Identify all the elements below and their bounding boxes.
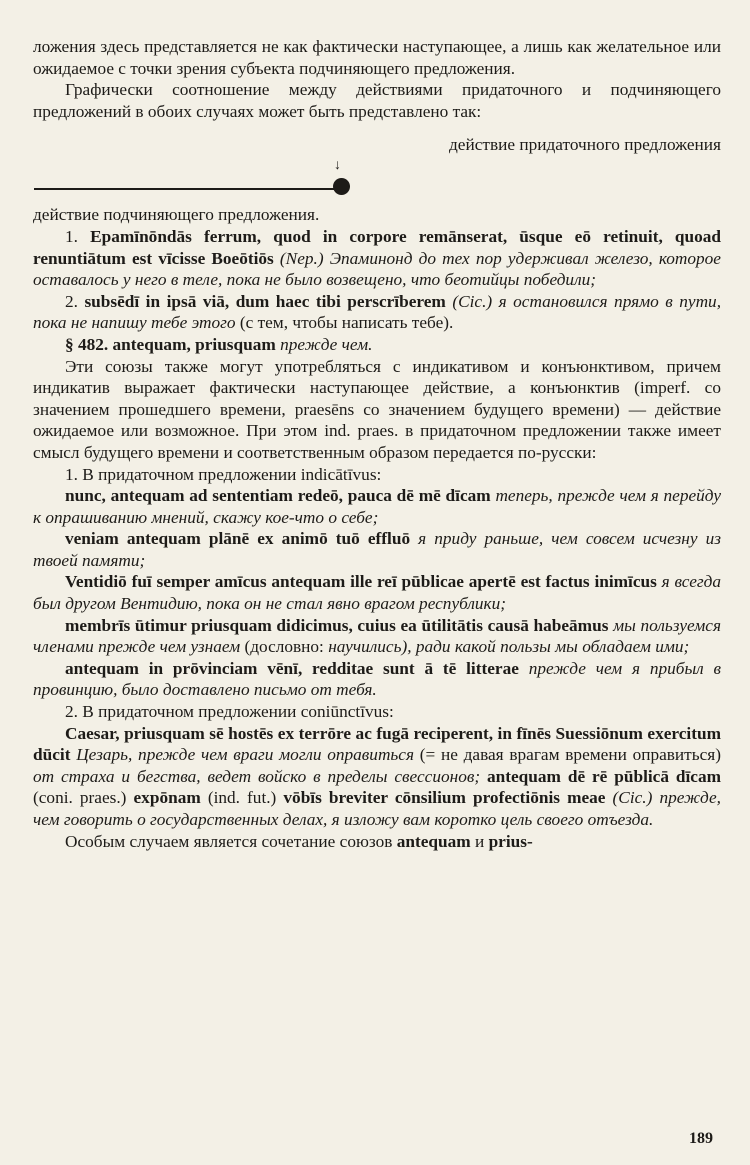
main-action-line	[34, 188, 344, 190]
latin-text: antequam in prōvinciam vēnī, redditae sunt ā tē litterae	[65, 658, 519, 678]
ind-example-5	[33, 658, 721, 701]
grammar-note-2: (ind. fut.)	[207, 788, 277, 808]
final-paragraph	[33, 831, 721, 853]
latin-text: Caesar, priusquam sē hostēs ex terrōre ac fugā reciperent, in fīnēs Suessiōnum exercitum dūcit	[33, 723, 721, 765]
conjunction-2: prius-	[488, 831, 533, 851]
ind-example-2	[33, 528, 721, 571]
ind-example-3	[33, 571, 721, 614]
latin-text: Ventidiō fuī semper amīcus antequam ille reī pūblicae apertē est factus inimīcus	[65, 572, 657, 592]
event-point-dot	[333, 178, 350, 195]
latin-text: veniam antequam plānē ex animō tuō effluō	[65, 529, 411, 549]
down-arrow-icon: ↓	[334, 158, 341, 174]
translation-final: прежде, чем говорить о государственных делах, я изложу вам коротко цель своего отъезда.	[33, 788, 721, 829]
section-conjunctions: antequam, priusquam	[112, 334, 276, 354]
ind-example-4	[33, 615, 721, 658]
conjunction-1: antequam	[396, 831, 471, 851]
intro-paragraph-1: ложения здесь представляется не как фактически наступающее, а лишь как желательное или ожидаемое с точки зрения субъекта подчиняющего предложения.	[33, 37, 721, 78]
latin-text: nunc, antequam ad sententiam redeō, pauca dē mē dīcam	[65, 486, 491, 506]
latin-text-4: vōbīs breviter cōnsilium profectiōnis meae	[283, 788, 606, 808]
source-ref: (Cic.)	[612, 788, 653, 808]
example-2	[33, 291, 721, 334]
latin-text: Epamīnōndās ferrum, quod in corpore remānserat, ūsque eō retinuit, quoad renuntiātum est vīcisse Boeōtiōs	[33, 226, 721, 268]
translation: теперь, прежде чем я перейду к опрашиванию мнений, скажу кое-что о себе;	[33, 486, 721, 527]
final-text: Особым случаем является сочетание союзов	[65, 831, 393, 851]
intro-paragraph-2: Графически соотношение между действиями придаточного и подчиняющего предложений в обоих случаях может быть представлено так:	[33, 80, 721, 121]
translation: я остановился прямо в пути, пока не напишу тебе этого	[33, 291, 722, 333]
clarification: (= не давая врагам времени оправиться)	[419, 745, 721, 765]
source-ref: (Cic.)	[452, 291, 493, 311]
latin-text: membrīs ūtimur priusquam didicimus, cuius ea ūtilitātis causā habeāmus	[65, 615, 609, 635]
translation: мы пользуемся членами прежде чем узнаем	[33, 615, 721, 657]
translation: Эпаминонд до тех пор удерживал железо, которое оставалось у него в теле, пока не было возвещено, что беотийцы победили;	[33, 248, 721, 290]
page-number: 189	[689, 1130, 713, 1147]
translation-continued: научились), ради какой пользы мы обладаем ими;	[328, 637, 690, 657]
conj-example	[33, 723, 721, 831]
section-body: Эти союзы также могут употребляться с индикативом и конъюнктивом, причем индикатив выражает фактически наступающее действие, а конъюнктив (imperf. со значением прошедшего времени, praesēns со значением будущего времени) — действие ожидаемое или возможное. При этом ind. praes. в придаточном предложении также имеет смысл будущего времени и соответственным образом передается по-русски:	[33, 356, 721, 462]
source-ref: (Nep.)	[279, 248, 324, 268]
subordinate-action-label: действие придаточного предложения	[449, 135, 721, 155]
page-content	[33, 36, 721, 852]
timeline-diagram	[33, 134, 721, 204]
example-number: 2.	[65, 291, 78, 311]
main-action-label: действие подчиняющего предложения.	[33, 205, 320, 225]
literal-note: (дословно:	[244, 637, 324, 657]
indicative-heading: 1. В придаточном предложении indicātīvus:	[65, 464, 382, 484]
translation: я всегда был другом Вентидию, пока он не стал явно врагом республики;	[33, 572, 721, 614]
section-mark: § 482.	[65, 334, 109, 354]
latin-text: subsēdī in ipsā viā, dum haec tibi perscrīberem	[84, 291, 446, 311]
section-meaning: прежде чем.	[280, 334, 373, 354]
conjunction-and: и	[474, 831, 485, 851]
latin-text-3: expōnam	[133, 788, 201, 808]
translation: Цезарь, прежде чем враги могли оправиться	[76, 745, 414, 765]
section-heading	[33, 334, 721, 356]
latin-text-2: antequam dē rē pūblicā dīcam	[487, 766, 721, 786]
example-number: 1.	[65, 226, 78, 246]
grammar-note-1: (coni. praes.)	[33, 788, 127, 808]
example-1	[33, 226, 721, 291]
translation: я приду раньше, чем совсем исчезну из твоей памяти;	[33, 529, 721, 570]
conjunctive-heading: 2. В придаточном предложении coniūnctīvus:	[65, 702, 394, 722]
translation-continued: от страха и бегства, ведет войско в пределы свессионов;	[33, 766, 481, 786]
clarification: (с тем, чтобы написать тебе).	[239, 313, 454, 333]
translation: прежде чем я прибыл в провинцию, было доставлено письмо от тебя.	[33, 658, 721, 700]
ind-example-1	[33, 485, 721, 528]
